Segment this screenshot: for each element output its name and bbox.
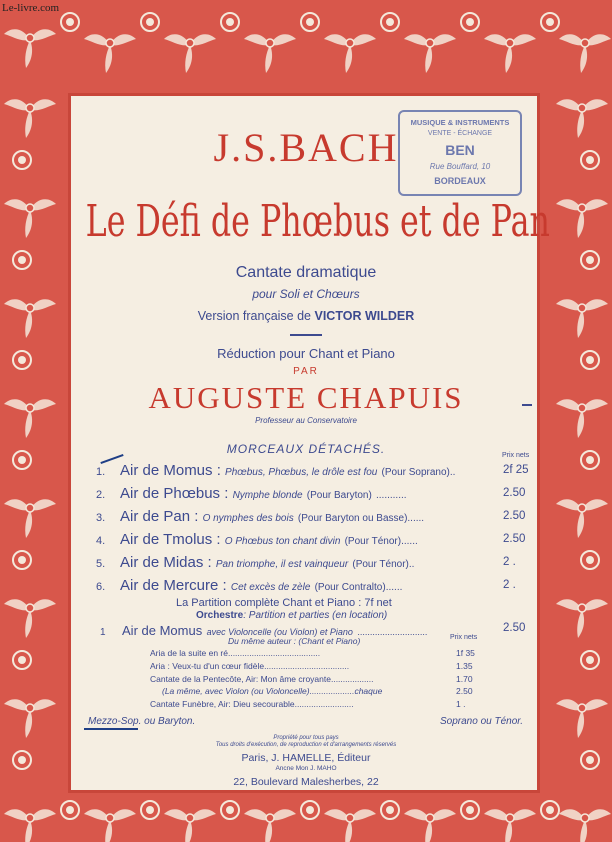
version-prefix: Version française de: [197, 309, 311, 323]
piece-dots: ..: [408, 559, 415, 570]
dash-mark: [522, 404, 532, 406]
piece-item: [96, 531, 548, 549]
piece-voice: (Pour Ténor): [344, 536, 402, 547]
other-work-title: Cantate de la Pentecôte, Air: Mon âme croyante: [150, 674, 331, 684]
piece-voice: (Pour Baryton): [306, 490, 372, 501]
stamp-line2: VENTE - ÉCHANGE: [427, 130, 493, 137]
other-work: [150, 674, 480, 684]
other-work-title: Cantate Funèbre, Air: Dieu secourable: [150, 699, 295, 709]
piece-name: Air de Mercure: [120, 577, 219, 594]
piece-item: [96, 485, 548, 503]
piece-voice: (Pour Baryton ou Basse): [297, 513, 408, 524]
piece-price: 2 .: [503, 579, 516, 591]
piece-item: [96, 554, 548, 572]
stamp-line3: BEN: [445, 142, 475, 158]
piece-entry: Air de Pan : O nymphes des bois (Pour Baryton ou Basse)......: [120, 508, 425, 525]
other-work: [150, 648, 480, 658]
extra-desc: avec Violoncelle (ou Violon) et Piano: [206, 627, 353, 637]
piece-voice: (Pour Contralto): [314, 582, 386, 593]
other-work-title: Aria : Veux-tu d'un cœur fidèle: [150, 661, 265, 671]
same-author-prices-label: Prix nets: [450, 634, 478, 641]
piece-name: Air de Tmolus: [120, 531, 213, 548]
piece-name: Air de Midas: [120, 554, 204, 571]
publisher-sub: Ancne Mon J. MAHO: [275, 765, 337, 772]
price-net-label: Prix nets: [502, 452, 530, 459]
divider: [290, 334, 322, 336]
other-work-price: 1f 35: [456, 648, 475, 658]
stamp-line1: MUSIQUE & INSTRUMENTS: [410, 118, 510, 127]
orchestre-line: [196, 610, 387, 621]
stamp-line4: Rue Bouffard, 10: [429, 162, 491, 171]
piece-number: 6.: [96, 581, 106, 593]
piece-desc: O Phœbus ton chant divin: [224, 536, 341, 547]
piece-dots: ...........: [375, 490, 407, 501]
publisher-address: 22, Boulevard Malesherbes, 22: [233, 776, 379, 788]
other-work-price: 2.50: [456, 686, 473, 696]
work-title: Le Défi de Phœbus et de Pan: [85, 196, 550, 247]
pen-underline: [84, 728, 138, 730]
arranger-title: Professeur au Conservatoire: [255, 416, 357, 425]
other-work-title: Aria de la suite en ré: [150, 648, 228, 658]
rights-line-2: Tous droits d'exécution, de reproduction et d'arrangements réservés: [215, 742, 397, 748]
orchestre-label: Orchestre: [196, 610, 244, 621]
piece-name: Air de Pan: [120, 508, 191, 525]
other-work-dots: .........................: [294, 699, 354, 709]
piece-desc: Phœbus, Phœbus, le drôle est fou: [225, 467, 378, 478]
piece-item: [96, 577, 548, 595]
piece-entry: Air de Midas : Pan triomphe, il est vainqueur (Pour Ténor)..: [120, 554, 415, 571]
piece-price: 2.50: [503, 533, 526, 545]
piece-desc: Nymphe blonde: [232, 490, 303, 501]
piece-number: 1.: [96, 466, 106, 478]
piece-price: 2.50: [503, 510, 526, 522]
pieces-heading: MORCEAUX DÉTACHÉS.: [226, 442, 386, 456]
piece-name: Air de Phœbus: [120, 485, 221, 502]
extra-dots: ............................: [357, 627, 428, 637]
work-subtitle-2: pour Soli et Chœurs: [252, 287, 360, 301]
piece-voice: (Pour Ténor): [352, 559, 409, 570]
other-work-dots: ..................: [330, 674, 374, 684]
piece-dots: ......: [401, 536, 418, 547]
same-author: Du même auteur : (Chant et Piano): [228, 636, 361, 646]
piece-desc: Pan triomphe, il est vainqueur: [215, 559, 349, 570]
piece-price: 2f 25: [503, 464, 529, 476]
piece-entry: Air de Tmolus : O Phœbus ton chant divin (Pour Ténor)......: [120, 531, 418, 548]
other-work-dots: ...................chaque: [309, 686, 383, 696]
extra-price: 2.50: [503, 622, 526, 634]
piece-name: Air de Momus: [120, 462, 213, 479]
piece-entry: Air de Phœbus : Nymphe blonde (Pour Baryton) ...........: [120, 485, 407, 502]
other-work-dots: ....................................: [264, 661, 350, 671]
piece-item: [96, 508, 548, 526]
piece-dots: ......: [407, 513, 425, 524]
piece-item: [96, 462, 548, 480]
piece-entry: Air de Momus : Phœbus, Phœbus, le drôle est fou (Pour Soprano)..: [120, 462, 456, 479]
piece-entry: Air de Mercure : Cet excès de zèle (Pour Contralto)......: [120, 577, 403, 594]
par-label: PAR: [293, 366, 319, 377]
piece-number: 2.: [96, 489, 106, 501]
piece-number: 5.: [96, 558, 106, 570]
composer-name: J.S.BACH: [213, 125, 399, 170]
piece-desc: O nymphes des bois: [202, 513, 294, 524]
other-work-price: 1 .: [456, 699, 466, 709]
translator-name: VICTOR WILDER: [314, 309, 415, 323]
watermark: Le-livre.com: [2, 2, 60, 14]
extra-name: Air de Momus: [122, 623, 203, 638]
other-work: [162, 686, 480, 696]
other-work-price: 1.70: [456, 674, 473, 684]
work-subtitle: Cantate dramatique: [235, 264, 377, 281]
arranger-name: AUGUSTE CHAPUIS: [148, 380, 464, 415]
other-work-price: 1.35: [456, 661, 473, 671]
piece-number: 3.: [96, 512, 106, 524]
piece-dots: ..: [449, 467, 456, 478]
stamp-line5: BORDEAUX: [434, 176, 486, 186]
publisher: Paris, J. HAMELLE, Éditeur: [241, 752, 371, 764]
piece-desc: Cet excès de zèle: [230, 582, 311, 593]
other-work: [150, 661, 480, 671]
piece-price: 2.50: [503, 487, 526, 499]
voice-left: Mezzo-Sop. ou Baryton.: [88, 716, 196, 727]
other-work-dots: .......................................: [227, 648, 321, 658]
other-work: [150, 699, 480, 709]
piece-number: 4.: [96, 535, 106, 547]
piece-dots: ......: [385, 582, 403, 593]
other-work-title: (La même, avec Violon (ou Violoncelle): [162, 686, 310, 696]
rights-line-1: Propriété pour tous pays: [273, 735, 339, 741]
piece-voice: (Pour Soprano): [381, 467, 450, 478]
voice-right: Soprano ou Ténor.: [440, 716, 524, 727]
piece-price: 2 .: [503, 556, 516, 568]
extra-number: 1: [100, 627, 106, 638]
version-line: [0, 309, 612, 323]
partition-complete: La Partition complète Chant et Piano : 7f net: [176, 597, 392, 609]
dealer-stamp: [398, 110, 522, 196]
orchestre-text: : Partition et parties (en location): [243, 610, 388, 621]
reduction-line: Réduction pour Chant et Piano: [217, 346, 395, 361]
